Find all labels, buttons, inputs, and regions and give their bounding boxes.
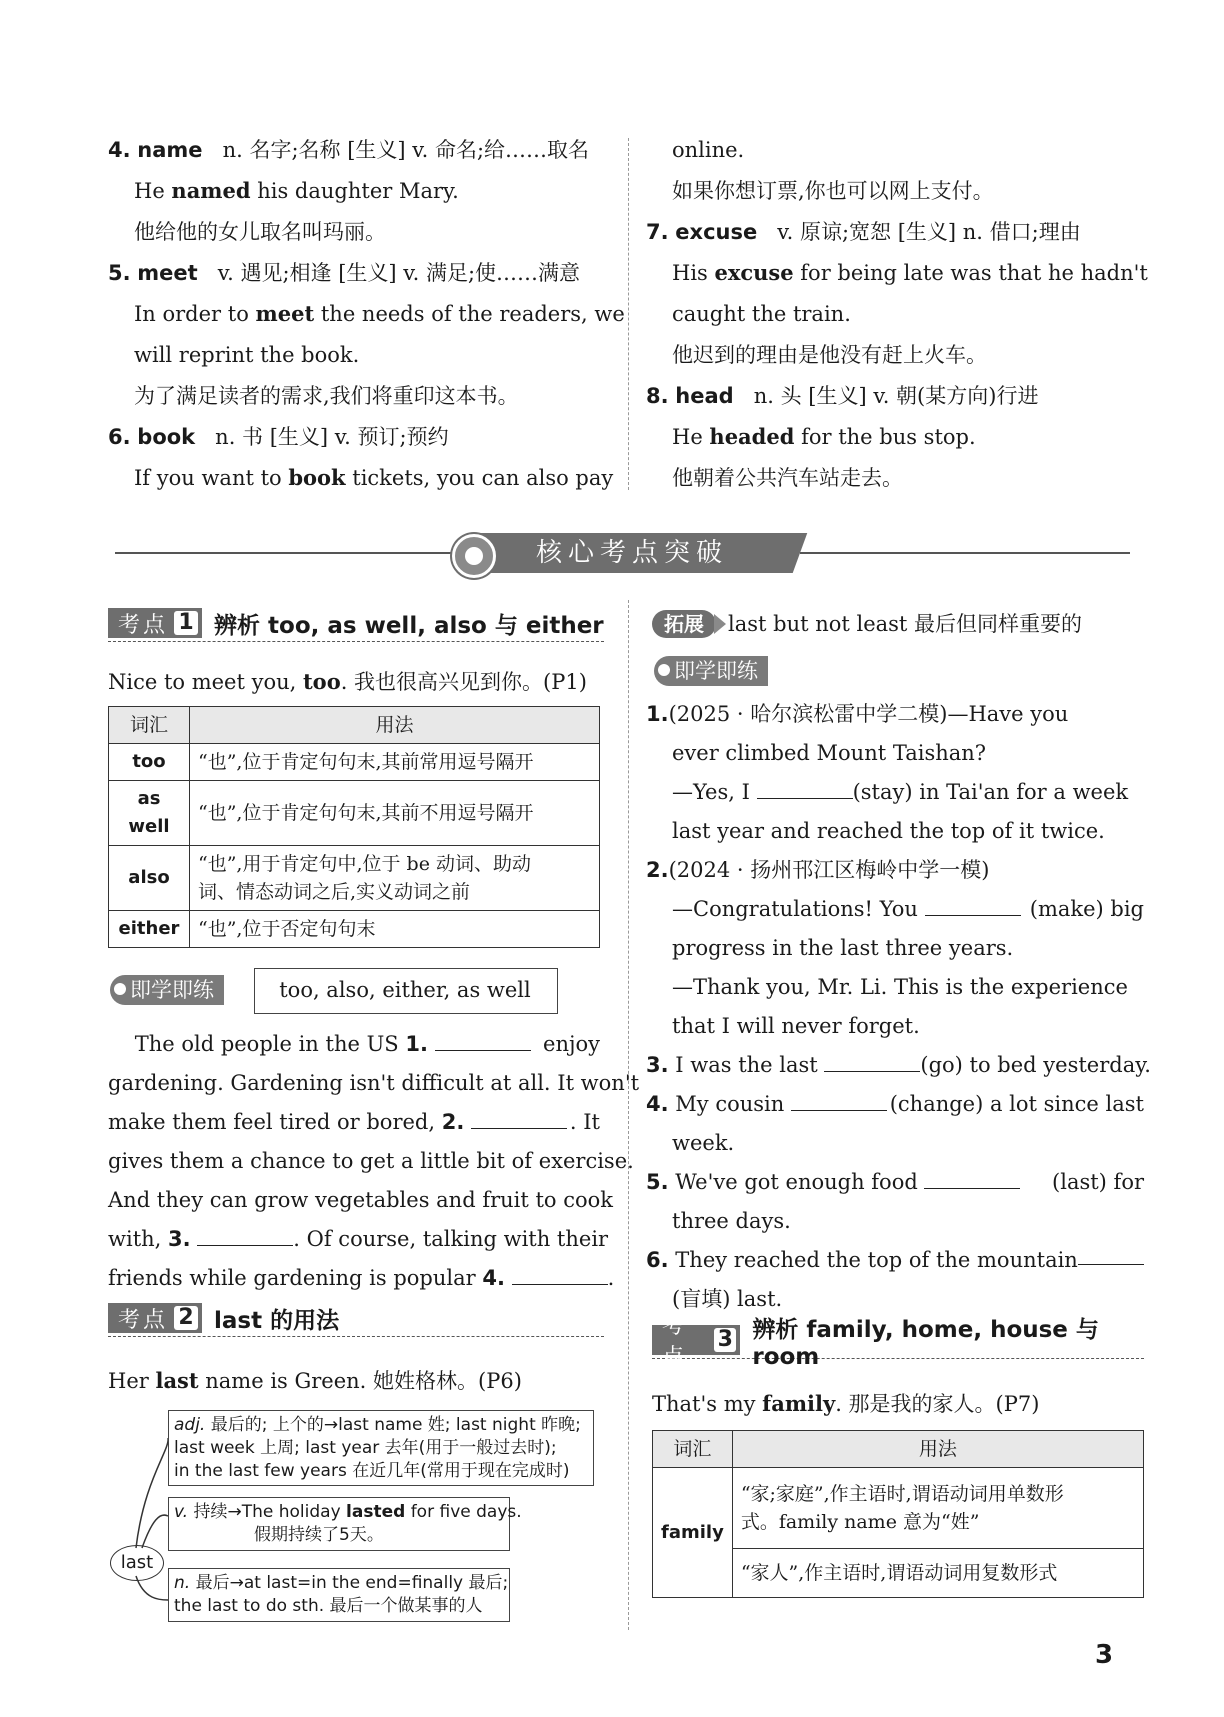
question-line: week. xyxy=(672,1131,735,1155)
passage-line: with, 3. . Of course, talking with their xyxy=(108,1227,609,1251)
translation: 如果你想订票,你也可以网上支付。 xyxy=(672,179,994,203)
example-sentence: He headed for the bus stop. xyxy=(672,424,976,449)
mindmap-text: last week 上周; last year 去年(用于一般过去时); xyxy=(174,1438,557,1458)
question-line: that I will never forget. xyxy=(672,1014,920,1038)
answer-blank[interactable] xyxy=(824,1053,920,1072)
passage-line: gardening. Gardening isn't difficult at all. It won't xyxy=(108,1071,640,1095)
mindmap-text: in the last few years 在近几年(常用于现在完成时) xyxy=(174,1461,570,1481)
vocab-entry-excuse: 7. excuse v. 原谅;宽恕 [生义] n. 借口;理由 xyxy=(646,220,1081,244)
table-row: also “也”,用于肯定句中,位于 be 动词、助动 词、情态动词之后,实义动词之前 xyxy=(109,846,600,911)
question-5: 5. We've got enough food (last) for xyxy=(646,1170,1144,1194)
kaodian-tag: 考点 3 xyxy=(652,1325,740,1355)
column-divider-top xyxy=(628,138,629,490)
kaodian-3-heading: 考点 3 辨析 family, home, house 与 room xyxy=(652,1322,1144,1359)
answer-blank[interactable] xyxy=(757,780,853,799)
usage-table-1: 词汇 用法 too “也”,位于肯定句句末,其前常用逗号隔开 as well “也”,位于肯定句句末,其前不用逗号隔开 also “也”,用于肯定句中,位于 be 动词、助动 词、情态动词之后,实义动词之前 either “也”,位于否定句句末 xyxy=(108,706,600,948)
question-line: —Yes, I (stay) in Tai'an for a week xyxy=(672,780,1129,804)
kaodian-tag: 考点 1 xyxy=(108,608,202,638)
question-1: 1.(2025 · 哈尔滨松雷中学二模)—Have you xyxy=(646,702,1069,726)
question-6: 6. They reached the top of the mountain xyxy=(646,1246,1144,1274)
answer-blank[interactable] xyxy=(924,1170,1020,1189)
translation: 他迟到的理由是他没有赶上火车。 xyxy=(672,343,987,367)
practice-tag: 即学即练 xyxy=(110,975,224,1005)
example-sentence: will reprint the book. xyxy=(134,343,360,367)
passage-line: gives them a chance to get a little bit of exercise. xyxy=(108,1149,634,1173)
kaodian-1-sentence: Nice to meet you, too. 我也很高兴见到你。(P1) xyxy=(108,669,587,694)
question-line: (盲填) last. xyxy=(672,1287,783,1311)
blank-2[interactable] xyxy=(471,1110,567,1129)
question-line: ever climbed Mount Taishan? xyxy=(672,741,987,765)
example-sentence: In order to meet the needs of the readers, we xyxy=(134,301,625,326)
table-row: either “也”,位于否定句句末 xyxy=(109,911,600,948)
usage-table-3: 词汇 用法 family “家;家庭”,作主语时,谓语动词用单数形 式。family name 意为“姓” “家人”,作主语时,谓语动词用复数形式 xyxy=(652,1430,1144,1598)
kaodian-1-heading: 考点 1 辨析 too, as well, also 与 either xyxy=(108,605,604,642)
blank-4[interactable] xyxy=(512,1266,608,1285)
banner-rule-right xyxy=(800,552,1130,554)
passage-line: friends while gardening is popular 4. . xyxy=(108,1266,615,1290)
mindmap-text: n. 最后→at last=in the end=finally 最后; xyxy=(174,1573,509,1593)
question-3: 3. I was the last (go) to bed yesterday. xyxy=(646,1053,1151,1077)
blank-3[interactable] xyxy=(197,1227,293,1246)
passage-line: The old people in the US 1. enjoy xyxy=(134,1032,600,1056)
translation: 他朝着公共汽车站走去。 xyxy=(672,466,903,490)
translation: 为了满足读者的需求,我们将重印这本书。 xyxy=(134,384,519,408)
translation: 他给他的女儿取名叫玛丽。 xyxy=(134,220,386,244)
mindmap-text: the last to do sth. 最后一个做某事的人 xyxy=(174,1596,483,1616)
extend-text: last but not least 最后但同样重要的 xyxy=(728,612,1083,636)
example-sentence: If you want to book tickets, you can also pay xyxy=(134,465,614,490)
example-sentence: caught the train. xyxy=(672,302,851,326)
question-2: 2.(2024 · 扬州邗江区梅岭中学一模) xyxy=(646,858,990,882)
answer-blank[interactable] xyxy=(1078,1246,1144,1265)
mindmap-center-node: last xyxy=(110,1545,164,1581)
kaodian-2-heading: 考点 2 last 的用法 xyxy=(108,1300,604,1337)
answer-blank[interactable] xyxy=(791,1092,887,1111)
question-line: progress in the last three years. xyxy=(672,936,1014,960)
example-sentence: His excuse for being late was that he hadn't xyxy=(672,260,1148,285)
vocab-entry-book: 6. book n. 书 [生义] v. 预订;预约 xyxy=(108,425,449,449)
kaodian-tag: 考点 2 xyxy=(108,1303,202,1333)
vocab-entry-meet: 5. meet v. 遇见;相逢 [生义] v. 满足;使……满意 xyxy=(108,261,581,285)
question-line: three days. xyxy=(672,1209,791,1233)
practice-tag: 即学即练 xyxy=(654,656,768,686)
mindmap-text: adj. 最后的; 上个的→last name 姓; last night 昨晚; xyxy=(174,1415,581,1435)
kaodian-2-sentence: Her last name is Green. 她姓格林。(P6) xyxy=(108,1368,522,1393)
question-4: 4. My cousin (change) a lot since last xyxy=(646,1092,1144,1116)
table-row: as well “也”,位于肯定句句末,其前不用逗号隔开 xyxy=(109,781,600,846)
extend-tag: 拓展 xyxy=(652,610,716,638)
table-row: “家人”,作主语时,谓语动词用复数形式 xyxy=(653,1549,1144,1598)
blank-1[interactable] xyxy=(435,1032,531,1051)
question-line: —Congratulations! You (make) big xyxy=(672,897,1144,921)
extend-arrow-icon xyxy=(714,614,726,634)
question-line: last year and reached the top of it twice. xyxy=(672,819,1105,843)
passage-line: And they can grow vegetables and fruit to cook xyxy=(108,1188,614,1212)
column-divider-bottom xyxy=(628,600,629,1630)
table-row: family “家;家庭”,作主语时,谓语动词用单数形 式。family name 意为“姓” xyxy=(653,1468,1144,1549)
question-line: —Thank you, Mr. Li. This is the experience xyxy=(672,975,1128,999)
word-bank: too, also, either, as well xyxy=(279,978,531,1002)
answer-blank[interactable] xyxy=(925,897,1021,916)
passage-line: make them feel tired or bored, 2. . It xyxy=(108,1110,600,1134)
section-banner-title: 核心考点突破 xyxy=(535,538,728,568)
mindmap-text: 假期持续了5天。 xyxy=(254,1525,384,1545)
mindmap-text: v. 持续→The holiday lasted for five days. xyxy=(174,1502,522,1522)
page-number: 3 xyxy=(1095,1640,1114,1670)
vocab-entry-head: 8. head n. 头 [生义] v. 朝(某方向)行进 xyxy=(646,384,1039,408)
example-sentence: He named his daughter Mary. xyxy=(134,178,459,203)
table-row: too “也”,位于肯定句句末,其前常用逗号隔开 xyxy=(109,744,600,781)
example-sentence: online. xyxy=(672,138,745,162)
banner-rule-left xyxy=(115,552,460,554)
vocab-entry-name: 4. name n. 名字;名称 [生义] v. 命名;给……取名 xyxy=(108,138,590,162)
kaodian-3-sentence: That's my family. 那是我的家人。(P7) xyxy=(652,1391,1040,1416)
